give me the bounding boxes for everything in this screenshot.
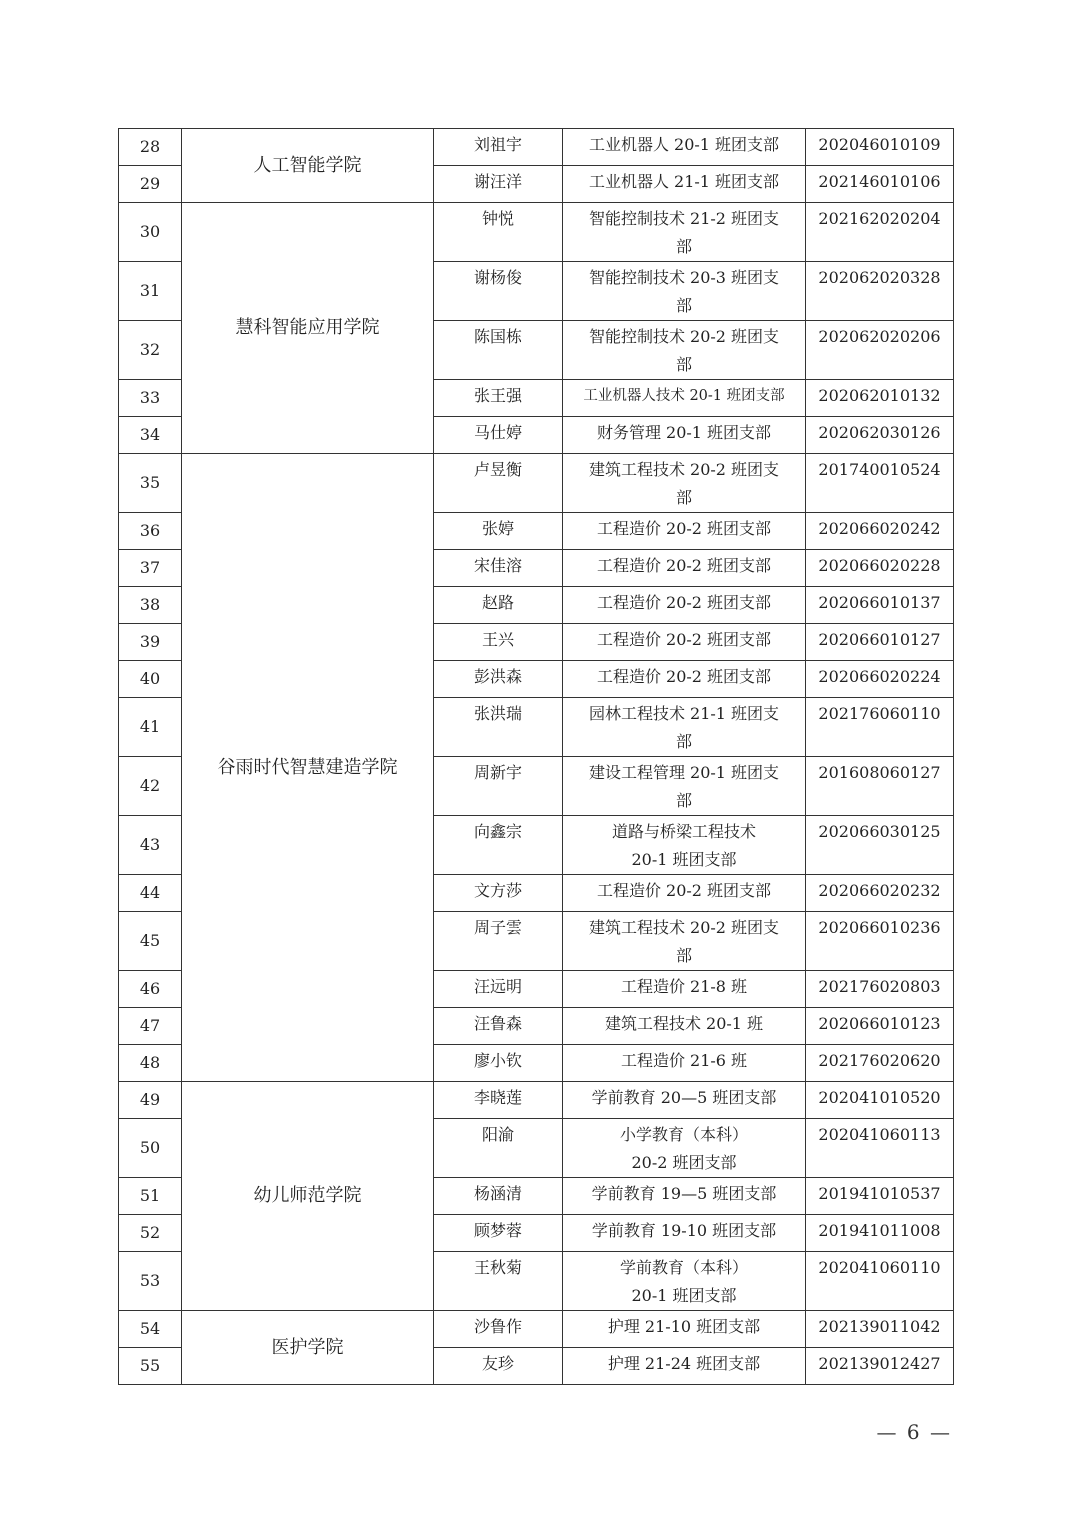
student-id: 202062020206 [806,321,954,380]
student-id: 202176060110 [806,698,954,757]
student-id: 202046010109 [806,129,954,166]
league-branch [563,417,806,454]
row-number: 31 [119,262,182,321]
row-number: 32 [119,321,182,380]
league-branch [563,380,806,417]
row-number: 40 [119,661,182,698]
league-branch-line: 部 [675,355,692,374]
student-name: 周子雲 [434,912,563,971]
student-id: 202066010137 [806,587,954,624]
student-name: 赵路 [434,587,563,624]
student-name: 汪鲁森 [434,1008,563,1045]
league-branch [563,1311,806,1348]
row-number: 48 [119,1045,182,1082]
student-id: 202062010132 [806,380,954,417]
row-number: 49 [119,1082,182,1119]
row-number: 54 [119,1311,182,1348]
student-id: 202041010520 [806,1082,954,1119]
student-id: 202041060110 [806,1252,954,1311]
league-branch-line: 建筑工程技术 20-1 班 [604,1014,764,1033]
student-name: 周新宇 [434,757,563,816]
league-branch-line: 建设工程管理 20-1 班团支 [588,763,780,782]
college-name: 医护学院 [182,1311,434,1385]
league-branch-line: 智能控制技术 20-3 班团支 [588,268,780,287]
league-branch [563,1008,806,1045]
student-name: 彭洪森 [434,661,563,698]
row-number: 50 [119,1119,182,1178]
league-branch [563,1119,806,1178]
league-branch [563,203,806,262]
league-branch [563,912,806,971]
row-number: 29 [119,166,182,203]
row-number: 38 [119,587,182,624]
row-number: 37 [119,550,182,587]
row-number: 33 [119,380,182,417]
league-branch [563,661,806,698]
student-name: 张洪瑞 [434,698,563,757]
row-number: 45 [119,912,182,971]
league-branch [563,550,806,587]
league-branch-line: 工程造价 20-2 班团支部 [596,593,772,612]
league-branch-line: 智能控制技术 21-2 班团支 [588,209,780,228]
student-name: 李晓莲 [434,1082,563,1119]
league-branch-line: 20-1 班团支部 [631,1286,737,1305]
college-name: 幼儿师范学院 [182,1082,434,1311]
row-number: 42 [119,757,182,816]
student-name: 张王强 [434,380,563,417]
student-name: 马仕婷 [434,417,563,454]
league-branch [563,1082,806,1119]
table-row [119,129,954,166]
student-id: 202066030125 [806,816,954,875]
league-branch [563,1178,806,1215]
row-number: 46 [119,971,182,1008]
league-branch [563,875,806,912]
student-id: 202139011042 [806,1311,954,1348]
student-name: 刘祖宇 [434,129,563,166]
roster-table [118,128,954,1385]
student-id: 202066020228 [806,550,954,587]
league-branch [563,971,806,1008]
college-name: 谷雨时代智慧建造学院 [182,454,434,1082]
student-name: 沙鲁作 [434,1311,563,1348]
league-branch [563,698,806,757]
row-number: 35 [119,454,182,513]
student-name: 张婷 [434,513,563,550]
student-name: 廖小钦 [434,1045,563,1082]
league-branch-line: 部 [675,791,692,810]
row-number: 43 [119,816,182,875]
league-branch-line: 部 [675,488,692,507]
student-name: 谢杨俊 [434,262,563,321]
student-name: 王秋菊 [434,1252,563,1311]
student-id: 202066020232 [806,875,954,912]
student-name: 钟悦 [434,203,563,262]
table-row [119,1082,954,1119]
league-branch [563,513,806,550]
league-branch-line: 护理 21-10 班团支部 [607,1317,761,1336]
league-branch-line: 建筑工程技术 20-2 班团支 [588,918,780,937]
student-name: 向鑫宗 [434,816,563,875]
league-branch [563,624,806,661]
league-branch-line: 学前教育（本科） [619,1258,748,1277]
league-branch-line: 部 [675,296,692,315]
league-branch-line: 部 [675,732,692,751]
league-branch-line: 学前教育 19—5 班团支部 [591,1184,777,1203]
row-number: 52 [119,1215,182,1252]
student-id: 201740010524 [806,454,954,513]
student-id: 202176020803 [806,971,954,1008]
student-id: 202062020328 [806,262,954,321]
student-id: 202176020620 [806,1045,954,1082]
row-number: 36 [119,513,182,550]
student-name: 文方莎 [434,875,563,912]
student-name: 陈国栋 [434,321,563,380]
league-branch-line: 学前教育 19-10 班团支部 [591,1221,777,1240]
student-id: 202066010123 [806,1008,954,1045]
row-number: 44 [119,875,182,912]
college-name: 人工智能学院 [182,129,434,203]
league-branch-line: 建筑工程技术 20-2 班团支 [588,460,780,479]
page-number: — 6 — [876,1420,952,1444]
table-row [119,1311,954,1348]
student-name: 卢昱衡 [434,454,563,513]
student-id: 202066020224 [806,661,954,698]
league-branch-line: 工业机器人 21-1 班团支部 [588,172,780,191]
row-number: 55 [119,1348,182,1385]
league-branch [563,1252,806,1311]
league-branch-line: 工程造价 20-2 班团支部 [596,630,772,649]
league-branch-line: 工程造价 20-2 班团支部 [596,667,772,686]
student-name: 王兴 [434,624,563,661]
league-branch [563,757,806,816]
league-branch [563,1215,806,1252]
roster-body [119,129,954,1385]
student-name: 宋佳溶 [434,550,563,587]
student-id: 202062030126 [806,417,954,454]
league-branch-line: 工程造价 21-6 班 [620,1051,748,1070]
league-branch-line: 工业机器人技术 20-1 班团支部 [583,388,785,404]
league-branch-line: 小学教育（本科） [619,1125,748,1144]
league-branch [563,1045,806,1082]
table-row [119,203,954,262]
student-id: 202162020204 [806,203,954,262]
student-name: 汪远明 [434,971,563,1008]
row-number: 34 [119,417,182,454]
student-id: 202139012427 [806,1348,954,1385]
student-id: 202066010127 [806,624,954,661]
student-name: 友珍 [434,1348,563,1385]
student-id: 201941011008 [806,1215,954,1252]
league-branch-line: 部 [675,946,692,965]
league-branch [563,1348,806,1385]
table-row [119,454,954,513]
league-branch [563,262,806,321]
student-name: 阳渝 [434,1119,563,1178]
league-branch-line: 学前教育 20—5 班团支部 [591,1088,777,1107]
league-branch [563,816,806,875]
league-branch [563,166,806,203]
league-branch-line: 工业机器人 20-1 班团支部 [588,135,780,154]
league-branch-line: 工程造价 20-2 班团支部 [596,556,772,575]
row-number: 39 [119,624,182,661]
student-id: 202041060113 [806,1119,954,1178]
student-id: 202066020242 [806,513,954,550]
student-id: 202066010236 [806,912,954,971]
student-id: 201941010537 [806,1178,954,1215]
league-branch-line: 工程造价 20-2 班团支部 [596,881,772,900]
league-branch-line: 道路与桥梁工程技术 [611,822,756,841]
league-branch-line: 工程造价 21-8 班 [620,977,748,996]
league-branch-line: 护理 21-24 班团支部 [607,1354,761,1373]
league-branch-line: 智能控制技术 20-2 班团支 [588,327,780,346]
row-number: 47 [119,1008,182,1045]
row-number: 51 [119,1178,182,1215]
student-name: 杨涵清 [434,1178,563,1215]
league-branch-line: 20-2 班团支部 [631,1153,737,1172]
league-branch-line: 财务管理 20-1 班团支部 [596,423,772,442]
league-branch-line: 园林工程技术 21-1 班团支 [588,704,780,723]
college-name: 慧科智能应用学院 [182,203,434,454]
row-number: 28 [119,129,182,166]
league-branch-line: 20-1 班团支部 [631,850,737,869]
row-number: 30 [119,203,182,262]
row-number: 53 [119,1252,182,1311]
league-branch [563,587,806,624]
league-branch-line: 部 [675,237,692,256]
row-number: 41 [119,698,182,757]
league-branch [563,129,806,166]
league-branch-line: 工程造价 20-2 班团支部 [596,519,772,538]
student-id: 201608060127 [806,757,954,816]
student-id: 202146010106 [806,166,954,203]
student-name: 顾梦蓉 [434,1215,563,1252]
student-name: 谢汪洋 [434,166,563,203]
league-branch [563,454,806,513]
league-branch [563,321,806,380]
